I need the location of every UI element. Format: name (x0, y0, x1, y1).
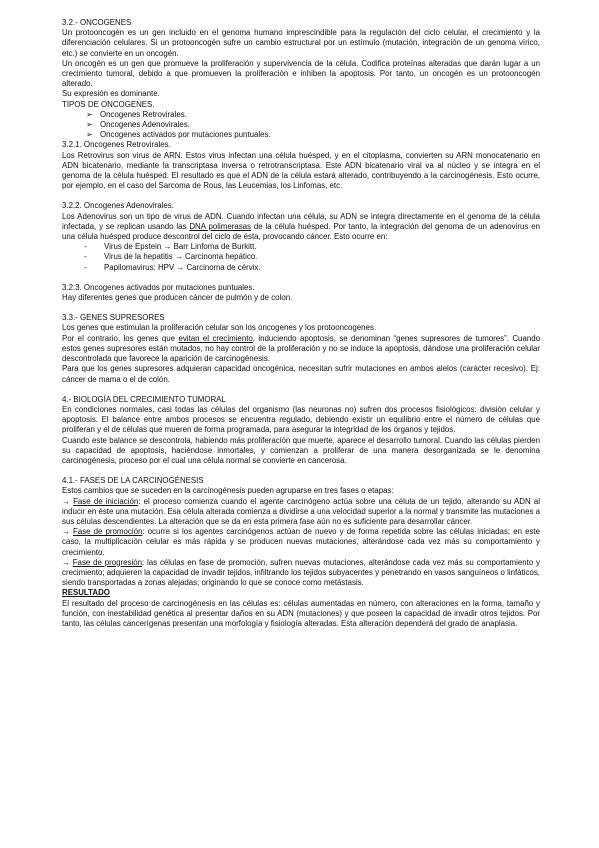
types-title: TIPOS DE ONCOGENES. (62, 99, 155, 109)
arrowhead-bullet-icon: ➢ (86, 120, 93, 130)
paragraph-mutaciones: Hay diferentes genes que producen cáncer de pulmón y de colon. (62, 293, 293, 303)
phase-title: Fase de iniciación (73, 496, 139, 506)
right-arrow-icon: → (62, 527, 70, 537)
list-item: ➢ Oncogenes activados por mutaciones puntuales. (86, 130, 271, 140)
subsection-title-retrovirales: 3.2.1. Oncogenes Retrovirales. (62, 140, 171, 150)
paragraph-expresion: Su expresión es dominante. (62, 89, 160, 99)
list-item: - Virus de Epstein → Barr Linfoma de Burkitt. (84, 242, 257, 252)
paragraph-genes-estimulan: Los genes que estimulan la proliferación celular son los oncogenes y los protooncogenes. (62, 323, 377, 333)
adenovirus-examples-list (62, 242, 540, 273)
paragraph-retrovirus: Los Retrovirus son virus de ARN. Estos virus infectan una célula huésped, y en el citoplasma, convierten su ARN monocatenario en ADN bicatenario, mediante la transcriptasa inversa o retrotranscriptasa. Este ADN bicatenario viral va al núcleo y se integra en el genoma de la célula huésped. El resultado es que el ADN de la célula estará alterado, contribuyendo a la carcinogénesis. Esto ocurre, por ejemplo, en el caso del Sarcoma de Rous, las Leucemias, los Linfomas, etc. (62, 150, 540, 191)
paragraph-fase-progresion: → Fase de progresión: las células en fase de promoción, sufren nuevas mutaciones, alterándose cada vez más su comportamiento y crecimiento; adquieren la capacidad de invadir tejidos, infiltrando los tejidos subyacentes y penetrando en vasos sanguíneos o linfáticos, siendo transportadas a zonas alejadas, originando lo que se conoce como metástasis. (62, 557, 540, 588)
section-title-genes-supresores: 3.3.- GENES SUPRESORES (62, 313, 165, 323)
subsection-title-mutaciones: 3.2.3. Oncogenes activados por mutaciones puntuales. (62, 282, 255, 292)
paragraph-resultado: El resultado del proceso de carcinogénesis en las células es: células aumentadas en número, con alteraciones en la forma, tamaño y función, con inestabilidad genética al presentar daños en su ADN (mutaciones) y que poseen la capacidad de invadir otros tejidos. Por tanto, las células cancerígenas presentan una morfología y fisiología alteradas. Esta alteración dependerá del grado de anaplasia. (62, 598, 540, 628)
paragraph-balance: Cuando este balance se descontrola, habiendo más proliferación que muerte, aparece el desarrollo tumoral. Cuando las células pierden su capacidad de apoptosis, haciéndose inmortales, y comienzan a proliferar de una manera desorganizada se le denomina carcinogénesis, proceso por el cual una célula normal se convierte en cancerosa. (62, 435, 540, 465)
paragraph-fases-intro: Estos cambios que se suceden en la carcinogénesis pueden agruparse en tres fases o etapas: (62, 486, 394, 496)
paragraph-adenovirus: Los Adenovirus son un tipo de virus de ADN. Cuando infectan una célula, su ADN se integra directamente en el genoma de la célula infectada, y se replican usando las DNA polimerasas de la célula huésped. Por tanto, la integración del genoma de un adenovirus en una célula huésped produce descontrol del ciclo de ésta, provocando cáncer. Esto ocurre en: (62, 211, 540, 242)
underlined-term: evitan el crecimiento (178, 333, 253, 343)
document-page (62, 18, 540, 629)
phase-title: Fase de progresión (72, 557, 143, 567)
phase-title: Fase de promoción (73, 527, 143, 537)
right-arrow-icon: → (62, 496, 70, 506)
subsection-title-adenovirales: 3.2.2. Oncogenes Adenovirales. (62, 201, 174, 211)
dna-polimerasas-link[interactable]: DNA polimerasas (189, 221, 251, 231)
arrowhead-bullet-icon: ➢ (86, 109, 93, 119)
section-title-fases: 4.1.- FASES DE LA CARCINOGÉNESIS (62, 476, 204, 486)
paragraph-oncogen: Un oncogén es un gen que promueve la proliferación y supervivencia de la célula. Codifica proteínas alteradas que darán lugar a un crecimiento tumoral, debido a que promueven la proliferación e inhiben la apoptosis. Por tanto, un oncogén es un protooncogén alterado. (62, 58, 540, 89)
resultado-heading: RESULTADO (62, 588, 110, 598)
types-list (62, 110, 540, 141)
list-item: ➢ Oncogenes Adenovirales. (86, 120, 190, 130)
arrowhead-bullet-icon: ➢ (86, 130, 93, 140)
section-title-oncogenes: 3.2.- ONCOGENES (62, 18, 132, 27)
paragraph-fase-iniciacion: → Fase de iniciación: el proceso comienza cuando el agente carcinógeno actúa sobre una célula de un tejido, alterando su ADN al inducir en éste una mutación. Esa célula alterada comienza a dividirse a una velocidad superior a la normal y transmite las mutaciones a sus células descendientes. La alteración que se da en esta primera fase aún no es suficiente para desarrollar cáncer. (62, 496, 540, 526)
paragraph-fase-promocion: → Fase de promoción: ocurre si los agentes carcinógenos actúan de nuevo y de forma repetida sobre las células iniciadas; en este caso, la multiplicación celular es más rápida y se producen nuevas mutaciones, alterándose cada vez más su comportamiento y crecimiento. (62, 527, 540, 557)
right-arrow-icon: → (62, 557, 70, 567)
paragraph-condiciones-normales: En condiciones normales, casi todas las células del organismo (las neuronas no) sufren dos procesos fisiológicos: división celular y apoptosis. El balance entre ambos procesos se encuentra regulado, debiendo existir un equilibrio entre el número de células que proliferan y el de células que mueren de forma programada, para asegurar la integridad de los órganos y tejidos. (62, 404, 540, 435)
section-title-biologia: 4.- BIOLOGÍA DEL CRECIMIENTO TUMORAL (62, 394, 226, 404)
list-item: - Virus de la hepatitis → Carcinoma hepático. (84, 252, 258, 262)
list-item: - Papilomavirus: HPV → Carcinoma de cérvix. (84, 262, 261, 272)
paragraph-capacidad-oncogenica: Para que los genes supresores adquieran capacidad oncogénica, necesitan sufrir mutaciones en ambos alelos (carácter recesivo). Ej: cáncer de mama o el de colón. (62, 364, 540, 384)
paragraph-genes-supresores: Por el contrario, los genes que evitan el crecimiento, induciendo apoptosis, se denominan “genes supresores de tumores”. Cuando estos genes supresores están mutados, no hay control de la proliferación y no se induce la apoptosis, dándose una proliferación celular descontrolada que favorece la aparición de carcinogénesis. (62, 333, 540, 364)
list-item: ➢ Oncogenes Retrovirales. (86, 109, 187, 119)
paragraph-protooncogen: Un protooncogén es un gen incluido en el genoma humano imprescindible para la regulación del ciclo celular, el crecimiento y la diferenciación celulares. Si un protooncogén sufre un cambio estructural por un estímulo (mutación, integración de un genoma vírico, etc.) se convierte en un oncogén. (62, 28, 540, 58)
